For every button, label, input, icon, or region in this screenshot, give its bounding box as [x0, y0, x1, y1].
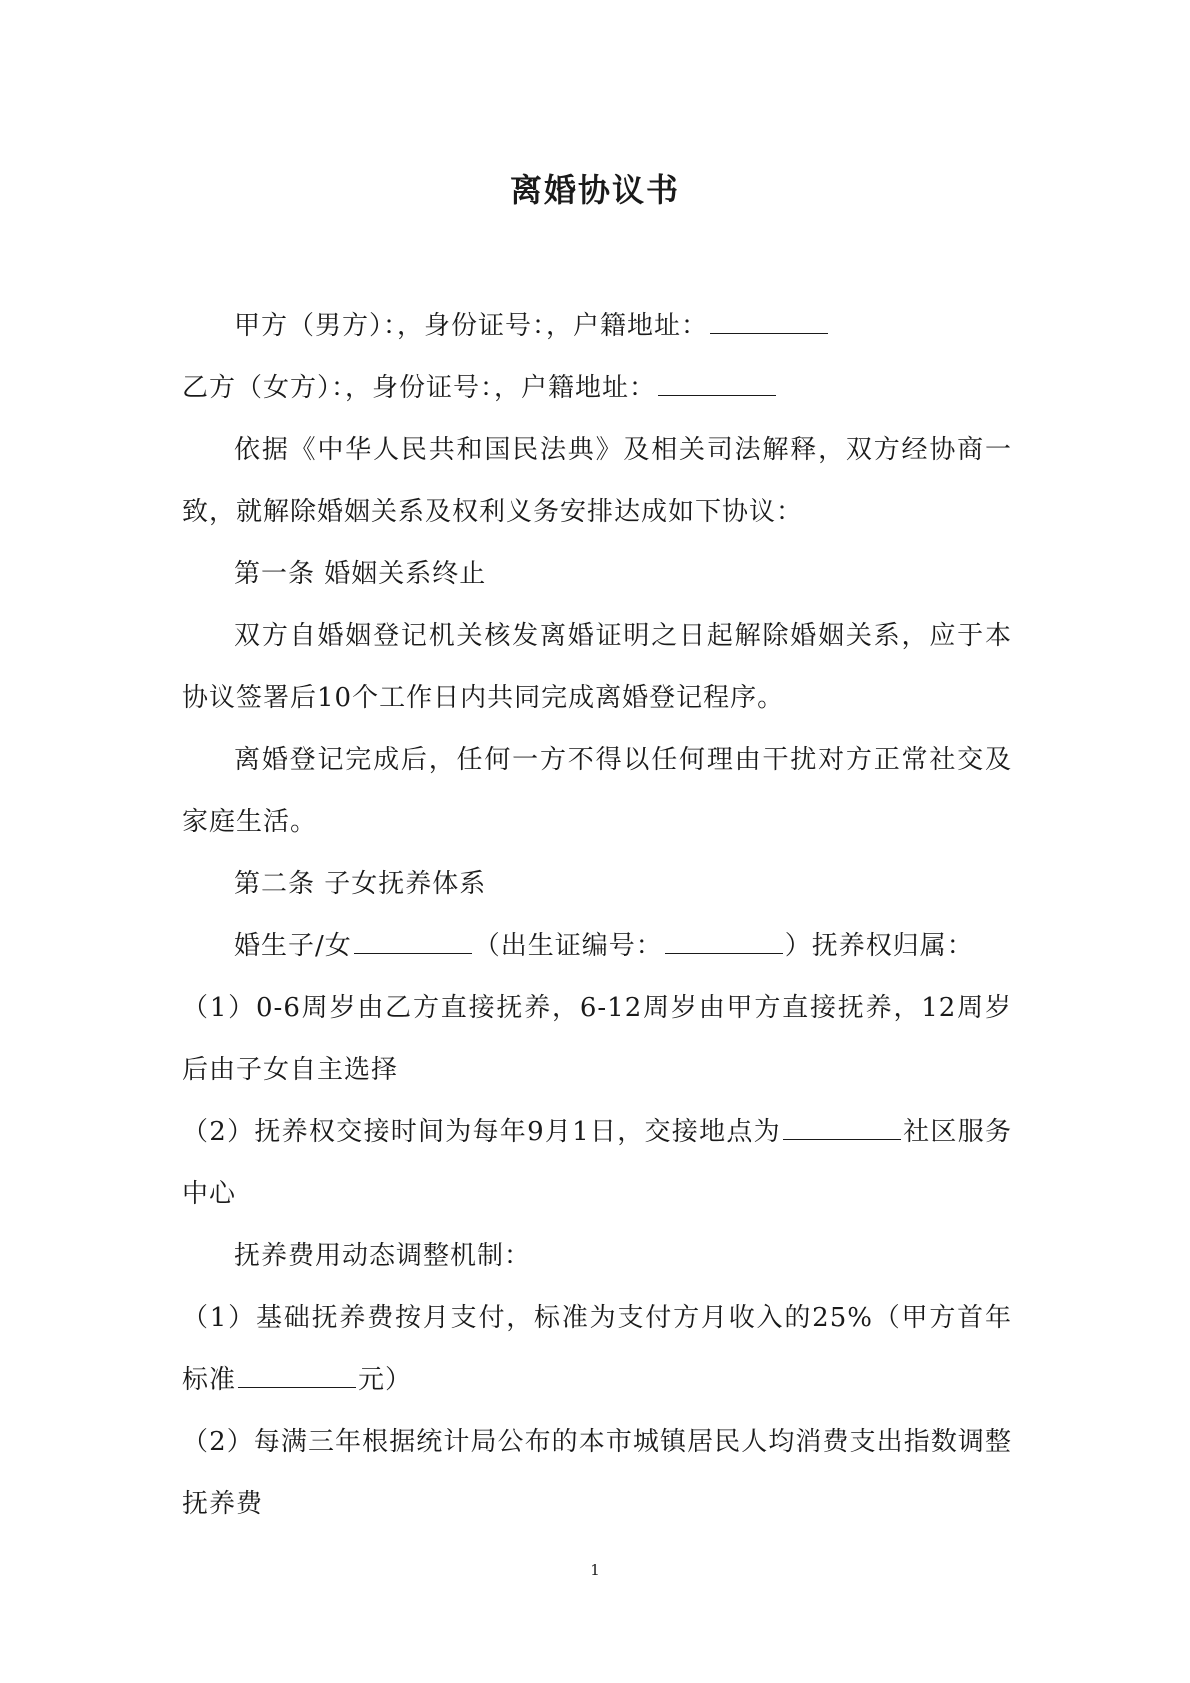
party-b-address-blank	[658, 371, 776, 396]
fee-item-1-prefix: （1）基础抚养费按月支付，标准为支付方月收入的25%（甲方首年标准	[182, 1303, 1012, 1395]
article-2-heading: 第二条 子女抚养体系	[234, 869, 487, 899]
child-name-blank	[354, 929, 472, 954]
party-a-label: 甲方（男方）：，身份证号：，户籍地址：	[234, 311, 709, 341]
article-1-paragraph-2: 离婚登记完成后，任何一方不得以任何理由干扰对方正常社交及家庭生活。	[182, 745, 1012, 837]
article-1-paragraph-1: 双方自婚姻登记机关核发离婚证明之日起解除婚姻关系，应于本协议签署后10个工作日内共同完成离婚登记程序。	[182, 621, 1012, 713]
custody-suffix: ）抚养权归属：	[784, 931, 974, 961]
article-1-heading: 第一条 婚姻关系终止	[234, 559, 487, 589]
fee-item-1-suffix: 元）	[358, 1365, 413, 1395]
custody-item-1: （1）0-6周岁由乙方直接抚养，6-12周岁由甲方直接抚养，12周岁后由子女自主选择	[182, 993, 1012, 1085]
fee-heading: 抚养费用动态调整机制：	[234, 1241, 532, 1271]
party-b-line	[182, 357, 1012, 419]
party-a-line	[182, 295, 1012, 357]
custody-item-2-prefix: （2）抚养权交接时间为每年9月1日，交接地点为	[182, 1117, 781, 1147]
fee-item-2: （2）每满三年根据统计局公布的本市城镇居民人均消费支出指数调整抚养费	[182, 1427, 1012, 1519]
fee-item-1	[182, 1287, 1012, 1411]
fee-amount-blank	[238, 1363, 356, 1388]
document-body	[182, 295, 1012, 1535]
document-title: 离婚协议书	[509, 171, 680, 209]
birth-cert-blank	[665, 929, 783, 954]
custody-middle: （出生证编号：	[473, 931, 663, 961]
handover-location-blank	[783, 1115, 901, 1140]
preamble-paragraph: 依据《中华人民共和国民法典》及相关司法解释，双方经协商一致，就解除婚姻关系及权利义务安排达成如下协议：	[182, 435, 1012, 527]
page-number: 1	[590, 1561, 600, 1579]
custody-prefix: 婚生子/女	[234, 931, 352, 961]
party-a-address-blank	[710, 309, 828, 334]
custody-item-2-suffix: 社区服务中心	[182, 1117, 1012, 1209]
custody-item-2	[182, 1101, 1012, 1225]
custody-line	[182, 915, 1012, 977]
party-b-label: 乙方（女方）：，身份证号：，户籍地址：	[182, 373, 657, 403]
